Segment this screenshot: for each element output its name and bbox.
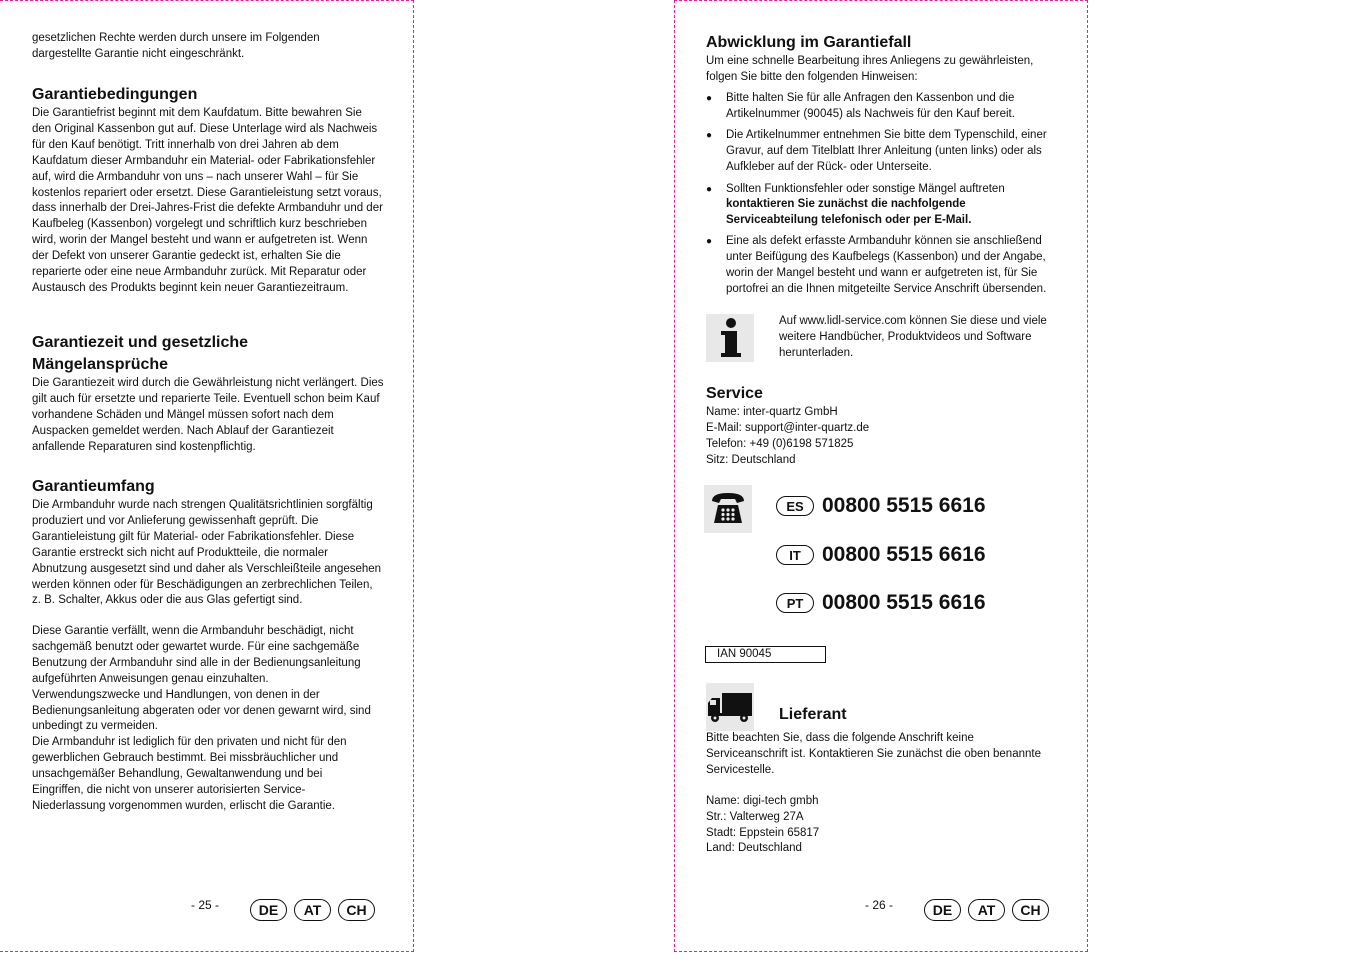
paragraph-garantieumfang-3: Die Armbanduhr ist lediglich für den privaten und nicht für den gewerblichen Gebrauch bestimmt. Bei missbräuchlicher und unsachgemäßer Behandlung, Gewaltanwendung und bei Eingriffen, die nicht von unserer autorisierten Service-Niederlassung vorgenommen wurden, erlischt die Garantie. xyxy=(32,736,347,812)
heading-garantieumfang: Garantieumfang xyxy=(32,478,155,495)
bullet-item-3 xyxy=(706,182,1056,230)
truck-icon xyxy=(706,683,754,731)
service-phone: Telefon: +49 (0)6198 571825 xyxy=(706,438,854,450)
lieferant-country: Land: Deutschland xyxy=(706,842,802,854)
lang-badge-at: AT xyxy=(294,899,331,921)
lang-badge-at: AT xyxy=(968,899,1005,921)
paragraph-garantiezeit: Die Garantiezeit wird durch die Gewährleistung nicht verlängert. Dies gilt auch für ersetzte und reparierte Teile. Eventuell schon beim Kauf vorhandene Schäden und Mängel müssen sofort nach dem Auspacken gemeldet werden. Nach Ablauf der Garantiezeit anfallende Reparaturen sind kostenpflichtig. xyxy=(32,377,384,453)
page-number-left: - 25 - xyxy=(191,898,220,912)
bullet-item-1: ● Bitte halten Sie für alle Anfragen den Kassenbon und die Artikelnummer (90045) als Nachweis für den Kauf bereit. xyxy=(706,91,1056,123)
hotline-row-it xyxy=(776,543,986,567)
paragraph-garantieumfang-2: Diese Garantie verfällt, wenn die Armbanduhr beschädigt, nicht sachgemäß benutzt oder gewartet wurde. Für eine sachgemäße Benutzung der Armbanduhr sind alle in der Bedienungsanleitung aufgeführten Anweisungen genau einzuhalten. Verwendungszwecke und Handlungen, von denen in der Bedienungsanleitung abgeraten oder vor denen gewarnt wird, sind unbedingt zu vermeiden. xyxy=(32,625,371,733)
ian-box: IAN 90045 xyxy=(705,646,826,663)
heading-lieferant: Lieferant xyxy=(779,706,847,723)
hotline-row-pt xyxy=(776,591,986,615)
lang-badge-de: DE xyxy=(250,899,287,921)
abwicklung-intro: Um eine schnelle Bearbeitung ihres Anliegens zu gewährleisten, folgen Sie bitte den folgenden Hinweisen: xyxy=(706,55,1034,83)
bullet-3-bold-text: kontaktieren Sie zunächst die nachfolgende Serviceabteilung telefonisch oder per E-Mail. xyxy=(726,198,972,227)
service-seat: Sitz: Deutschland xyxy=(706,454,796,466)
heading-garantiezeit: Garantiezeit und gesetzliche Mängelansprüche xyxy=(32,334,249,373)
country-badge-es: ES xyxy=(776,496,814,516)
country-badge-pt: PT xyxy=(776,593,814,613)
hotline-number-es: 00800 5515 6616 xyxy=(822,494,986,517)
bullet-3-text: Sollten Funktionsfehler oder sonstige Mängel auftreten xyxy=(726,182,1005,195)
heading-service: Service xyxy=(706,385,763,402)
info-text: Auf www.lidl-service.com können Sie diese und viele weitere Handbücher, Produktvideos und Software herunterladen. xyxy=(779,315,1047,359)
telephone-icon xyxy=(704,485,752,533)
paragraph-garantiebedingungen: Die Garantiefrist beginnt mit dem Kaufdatum. Bitte bewahren Sie den Original Kassenbon gut auf. Diese Unterlage wird als Nachweis für den Kauf benötigt. Tritt innerhalb von drei Jahren ab dem Kaufdatum dieser Armbanduhr ein Material- oder Fabrikationsfehler auf, wird die Armbanduhr von uns – nach unserer Wahl – für Sie kostenlos repariert oder ersetzt. Diese Garantieleistung setzt voraus, dass innerhalb der Drei-Jahres-Frist die defekte Armbanduhr und der Kaufbeleg (Kassenbon) vorgelegt und schriftlich kurz beschrieben wird, worin der Mangel besteht und wann er aufgetreten ist. Wenn der Defekt von unserer Garantie gedeckt ist, erhalten Sie die reparierte oder eine neue Armbanduhr zurück. Mit Reparatur oder Austausch des Produkts beginnt kein neuer Garantiezeitraum. xyxy=(32,107,383,294)
hotline-number-it: 00800 5515 6616 xyxy=(822,543,986,566)
heading-abwicklung: Abwicklung im Garantiefall xyxy=(706,34,912,51)
lang-badge-ch: CH xyxy=(338,899,375,921)
info-icon xyxy=(706,314,754,362)
lieferant-city: Stadt: Eppstein 65817 xyxy=(706,827,820,839)
page-number-right: - 26 - xyxy=(865,898,894,912)
bullet-item-4: ● Eine als defekt erfasste Armbanduhr können sie anschließend unter Beifügung des Kaufbelegs (Kassenbon) und der Angabe, worin der Mangel besteht und wann er aufgetreten ist, für Sie portofrei an die Ihnen mitgeteilte Service Anschrift übersenden. xyxy=(706,234,1056,298)
service-name: Name: inter-quartz GmbH xyxy=(706,406,838,418)
bullet-item-2: ● Die Artikelnummer entnehmen Sie bitte dem Typenschild, einer Gravur, auf dem Titelblatt Ihrer Anleitung (unten links) oder als Aufkleber auf der Rück- oder Unterseite. xyxy=(706,128,1056,176)
service-email: E-Mail: support@inter-quartz.de xyxy=(706,422,870,434)
hotline-row-es xyxy=(776,494,986,518)
lieferant-street: Str.: Valterweg 27A xyxy=(706,811,804,823)
lang-badge-ch: CH xyxy=(1012,899,1049,921)
intro-text: gesetzlichen Rechte werden durch unsere im Folgenden dargestellte Garantie nicht eingeschränkt. xyxy=(32,32,320,60)
abwicklung-bullet-list xyxy=(706,91,1056,303)
lieferant-note: Bitte beachten Sie, dass die folgende Anschrift keine Serviceanschrift ist. Kontaktieren Sie zunächst die oben benannte Servicestelle. xyxy=(706,732,1041,776)
lang-badge-de: DE xyxy=(924,899,961,921)
language-badges-left xyxy=(250,899,382,921)
language-badges-right xyxy=(924,899,1056,921)
hotline-number-pt: 00800 5515 6616 xyxy=(822,591,986,614)
paragraph-garantieumfang-1: Die Armbanduhr wurde nach strengen Qualitätsrichtlinien sorgfältig produziert und vor Anlieferung gewissenhaft geprüft. Die Garantieleistung gilt für Material- oder Fabrikationsfehler. Diese Garantie erstreckt sich nicht auf Produktteile, die normaler Abnutzung ausgesetzt sind und daher als Verschleißteile angesehen werden können oder für Beschädigungen an zerbrechlichen Teilen, z. B. Schalter, Akkus oder die aus Glas gefertigt sind. xyxy=(32,499,382,607)
country-badge-it: IT xyxy=(776,545,814,565)
lieferant-name: Name: digi-tech gmbh xyxy=(706,795,819,807)
heading-garantiebedingungen: Garantiebedingungen xyxy=(32,86,198,103)
